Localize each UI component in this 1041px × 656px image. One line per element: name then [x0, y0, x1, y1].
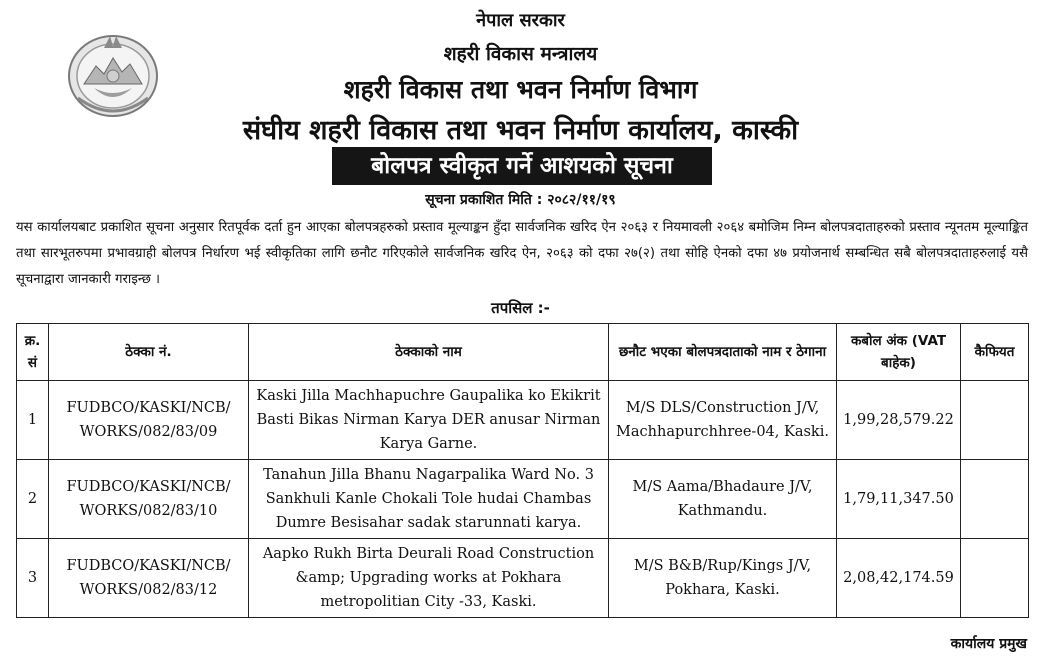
row-contract-name: Tanahun Jilla Bhanu Nagarpalika Ward No. 3 Sankhuli Kanle Chokali Tole hudai Chambas Dumre Besisahar sadak starunnati karya.	[249, 460, 609, 539]
row-contract-name: Kaski Jilla Machhapuchre Gaupalika ko Ekikrit Basti Bikas Nirman Karya DER anusar Nirman Karya Garne.	[249, 381, 609, 460]
col-header-sn: क्र. सं	[17, 324, 49, 381]
office-name: संघीय शहरी विकास तथा भवन निर्माण कार्यालय, कास्की	[242, 115, 799, 146]
publication-date: सूचना प्रकाशित मिति : २०८२/११/१९	[425, 192, 616, 208]
row-sn: 1	[17, 381, 49, 460]
row-remarks	[961, 539, 1029, 618]
col-header-bidder: छनौट भएका बोलपत्रदाताको नाम र ठेगाना	[609, 324, 837, 381]
row-bid-amount: 1,79,11,347.50	[837, 460, 961, 539]
row-contract-no: FUDBCO/KASKI/NCB/ WORKS/082/83/09	[49, 381, 249, 460]
row-sn: 2	[17, 460, 49, 539]
row-bidder: M/S DLS/Construction J/V, Machhapurchhree-04, Kaski.	[609, 381, 837, 460]
table-row	[17, 381, 1029, 460]
tender-table	[16, 323, 1029, 618]
col-header-contract-no: ठेक्का नं.	[49, 324, 249, 381]
row-sn: 3	[17, 539, 49, 618]
col-header-contract-name: ठेक्काको नाम	[249, 324, 609, 381]
table-row	[17, 539, 1029, 618]
ministry-name: शहरी विकास मन्त्रालय	[443, 43, 598, 65]
row-contract-no: FUDBCO/KASKI/NCB/ WORKS/082/83/12	[49, 539, 249, 618]
table-header-row	[17, 324, 1029, 381]
schedule-label: तपसिल :-	[491, 299, 550, 317]
row-bid-amount: 2,08,42,174.59	[837, 539, 961, 618]
notice-title: बोलपत्र स्वीकृत गर्ने आशयको सूचना	[332, 147, 712, 185]
row-contract-name: Aapko Rukh Birta Deurali Road Construction &amp; Upgrading works at Pokhara metropolitian City -33, Kaski.	[249, 539, 609, 618]
department-name: शहरी विकास तथा भवन निर्माण विभाग	[343, 75, 698, 104]
office-chief-signature-label: कार्यालय प्रमुख	[950, 636, 1027, 652]
col-header-remarks: कैफियत	[961, 324, 1029, 381]
row-bidder: M/S Aama/Bhadaure J/V, Kathmandu.	[609, 460, 837, 539]
table-row	[17, 460, 1029, 539]
government-name: नेपाल सरकार	[476, 10, 565, 31]
notice-body-text: यस कार्यालयबाट प्रकाशित सूचना अनुसार रितपूर्वक दर्ता हुन आएका बोलपत्रहरुको प्रस्ताव मूल्याङ्कन हुँदा सार्वजनिक खरिद ऐन २०६३ र नियमावली २०६४ बमोजिम निम्न बोलपत्रदाताहरुको प्रस्ताव न्यूनतम मूल्याङ्कित तथा सारभूतरुपमा प्रभावग्राही बोलपत्र निर्धारण भई स्वीकृतिका लागि छनौट गरिएकोले सार्वजनिक खरिद ऐन, २०६३ को दफा २७(२) तथा सोहि ऐनको दफा ४७ प्रयोजनार्थ सम्बन्धित सबै बोलपत्रदाताहरुलाई यसै सूचनाद्वारा जानकारी गराइन्छ ।	[16, 220, 1029, 287]
row-remarks	[961, 381, 1029, 460]
col-header-bid-amount: कबोल अंक (VAT बाहेक)	[837, 324, 961, 381]
row-bidder: M/S B&B/Rup/Kings J/V, Pokhara, Kaski.	[609, 539, 837, 618]
row-contract-no: FUDBCO/KASKI/NCB/ WORKS/082/83/10	[49, 460, 249, 539]
row-remarks	[961, 460, 1029, 539]
row-bid-amount: 1,99,28,579.22	[837, 381, 961, 460]
